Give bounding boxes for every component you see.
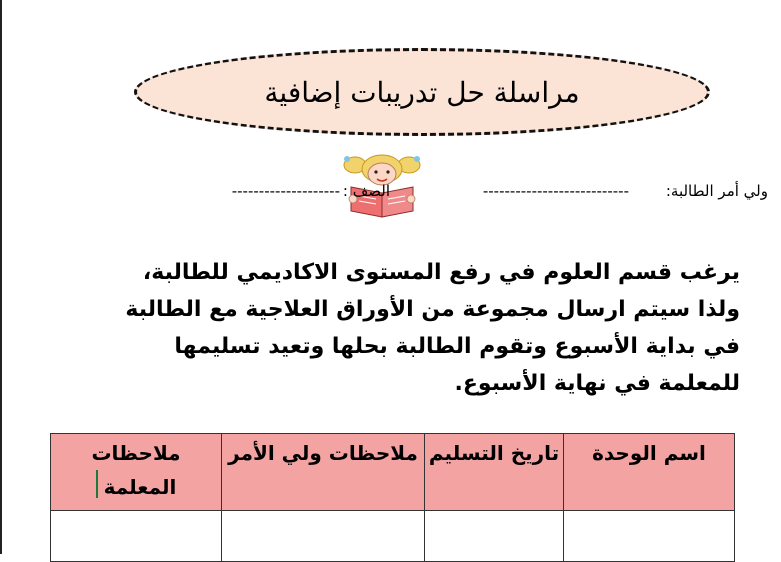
table-header-row [51,434,735,511]
class-blank[interactable]: -------------------- [231,182,340,200]
student-info-line [96,182,774,206]
class-label: الصف : [342,182,390,200]
guardian-name-blank[interactable]: --------------------------- [482,182,629,200]
header-submission-date: تاريخ التسليم [425,434,564,511]
submission-table [50,433,735,562]
title-banner [134,48,710,136]
header-guardian-notes: ملاحظات ولي الأمر [222,434,425,511]
page-title: مراسلة حل تدريبات إضافية [264,75,580,109]
header-teacher-notes: ملاحظات المعلمة [51,434,222,511]
guardian-label: ولي أمر الطالبة: [665,182,768,200]
text-cursor [96,470,98,498]
intro-paragraph: يرغب قسم العلوم في رفع المستوى الاكاديمي للطالبة، ولذا سيتم ارسال مجموعة من الأوراق العلاجية مع الطالبة في بداية الأسبوع وتقوم الطالبة بحلها وتعيد تسليمها للمعلمة في نهاية الأسبوع. [125,260,740,396]
header-unit-name: اسم الوحدة [564,434,735,511]
page-border [0,0,2,554]
